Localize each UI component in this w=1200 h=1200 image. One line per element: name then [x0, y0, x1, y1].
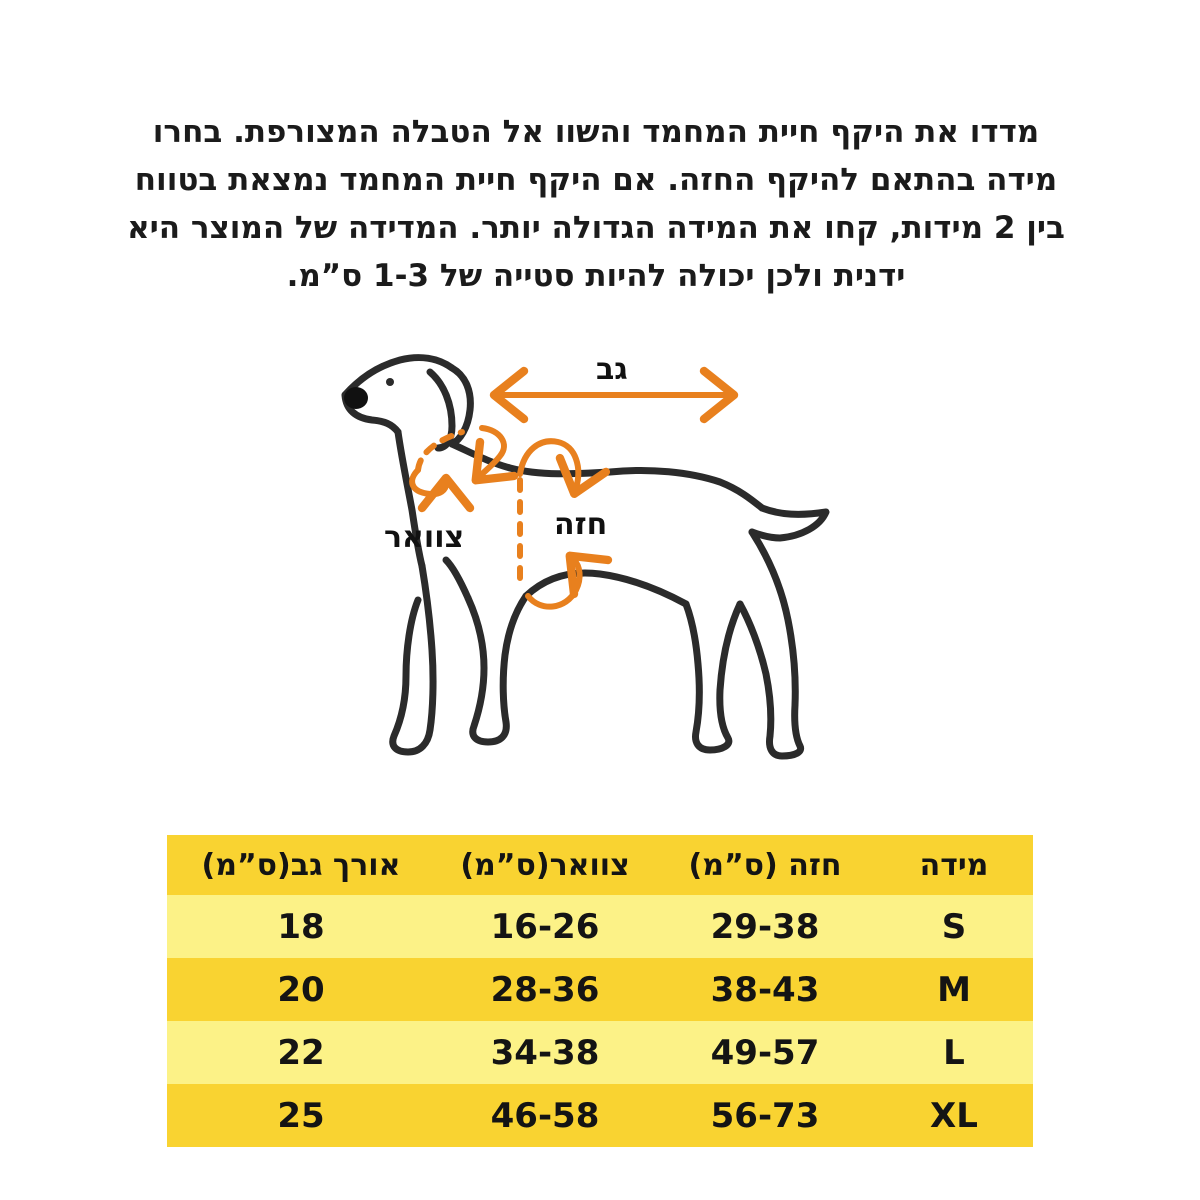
- instructions-line-1: מדדו את היקף חיית המחמד והשוו אל הטבלה המצורפת. בחרו: [152, 114, 1040, 150]
- header-chest: חזה (ס”מ): [688, 847, 842, 883]
- instructions-text: [70, 108, 1122, 300]
- instructions-line-3: בין 2 מידות, קחו את המידה הגדולה יותר. המדידה של המוצר היא: [127, 210, 1065, 246]
- cell-neck: 46-58: [490, 1095, 600, 1136]
- neck-curve-left: [412, 470, 446, 494]
- table-row: [167, 895, 1033, 958]
- instructions-line-2: מידה בהתאם להיקף החזה. אם היקף חיית המחמד נמצאת בטווח: [134, 162, 1058, 198]
- cell-size: S: [941, 906, 967, 947]
- size-chart-table: [167, 835, 1033, 1147]
- table-header-row: [167, 835, 1033, 895]
- header-neck: צוואר(ס”מ): [460, 847, 630, 883]
- cell-neck: 34-38: [490, 1032, 600, 1073]
- instructions-line-4: ידנית ולכן יכולה להיות סטייה של 1-3 ס”מ.: [286, 258, 906, 294]
- chest-label: חזה: [554, 507, 608, 542]
- back-label: גב: [596, 352, 628, 387]
- neck-label: צוואר: [384, 520, 465, 555]
- dog-outline: [344, 358, 826, 756]
- header-back-length: אורך גב(ס”מ): [201, 847, 401, 883]
- cell-size: L: [943, 1032, 965, 1073]
- header-size: מידה: [919, 847, 989, 883]
- cell-neck: 16-26: [490, 906, 600, 947]
- cell-chest: 56-73: [710, 1095, 820, 1136]
- cell-back-length: 25: [277, 1095, 325, 1136]
- cell-back-length: 18: [277, 906, 325, 947]
- neck-curve-right: [480, 428, 504, 476]
- cell-size: XL: [930, 1095, 978, 1136]
- cell-back-length: 20: [277, 969, 325, 1010]
- neck-dashed-loop: [418, 432, 462, 470]
- chest-curve-bottom: [528, 560, 580, 607]
- cell-size: M: [937, 969, 971, 1010]
- cell-chest: 49-57: [710, 1032, 820, 1073]
- cell-chest: 38-43: [710, 969, 820, 1010]
- cell-chest: 29-38: [710, 906, 820, 947]
- measurement-guides: [412, 395, 728, 607]
- table-row: [167, 1084, 1033, 1147]
- table-row: [167, 958, 1033, 1021]
- cell-back-length: 22: [277, 1032, 325, 1073]
- table-row: [167, 1021, 1033, 1084]
- chest-curve-top: [520, 441, 578, 488]
- cell-neck: 28-36: [490, 969, 600, 1010]
